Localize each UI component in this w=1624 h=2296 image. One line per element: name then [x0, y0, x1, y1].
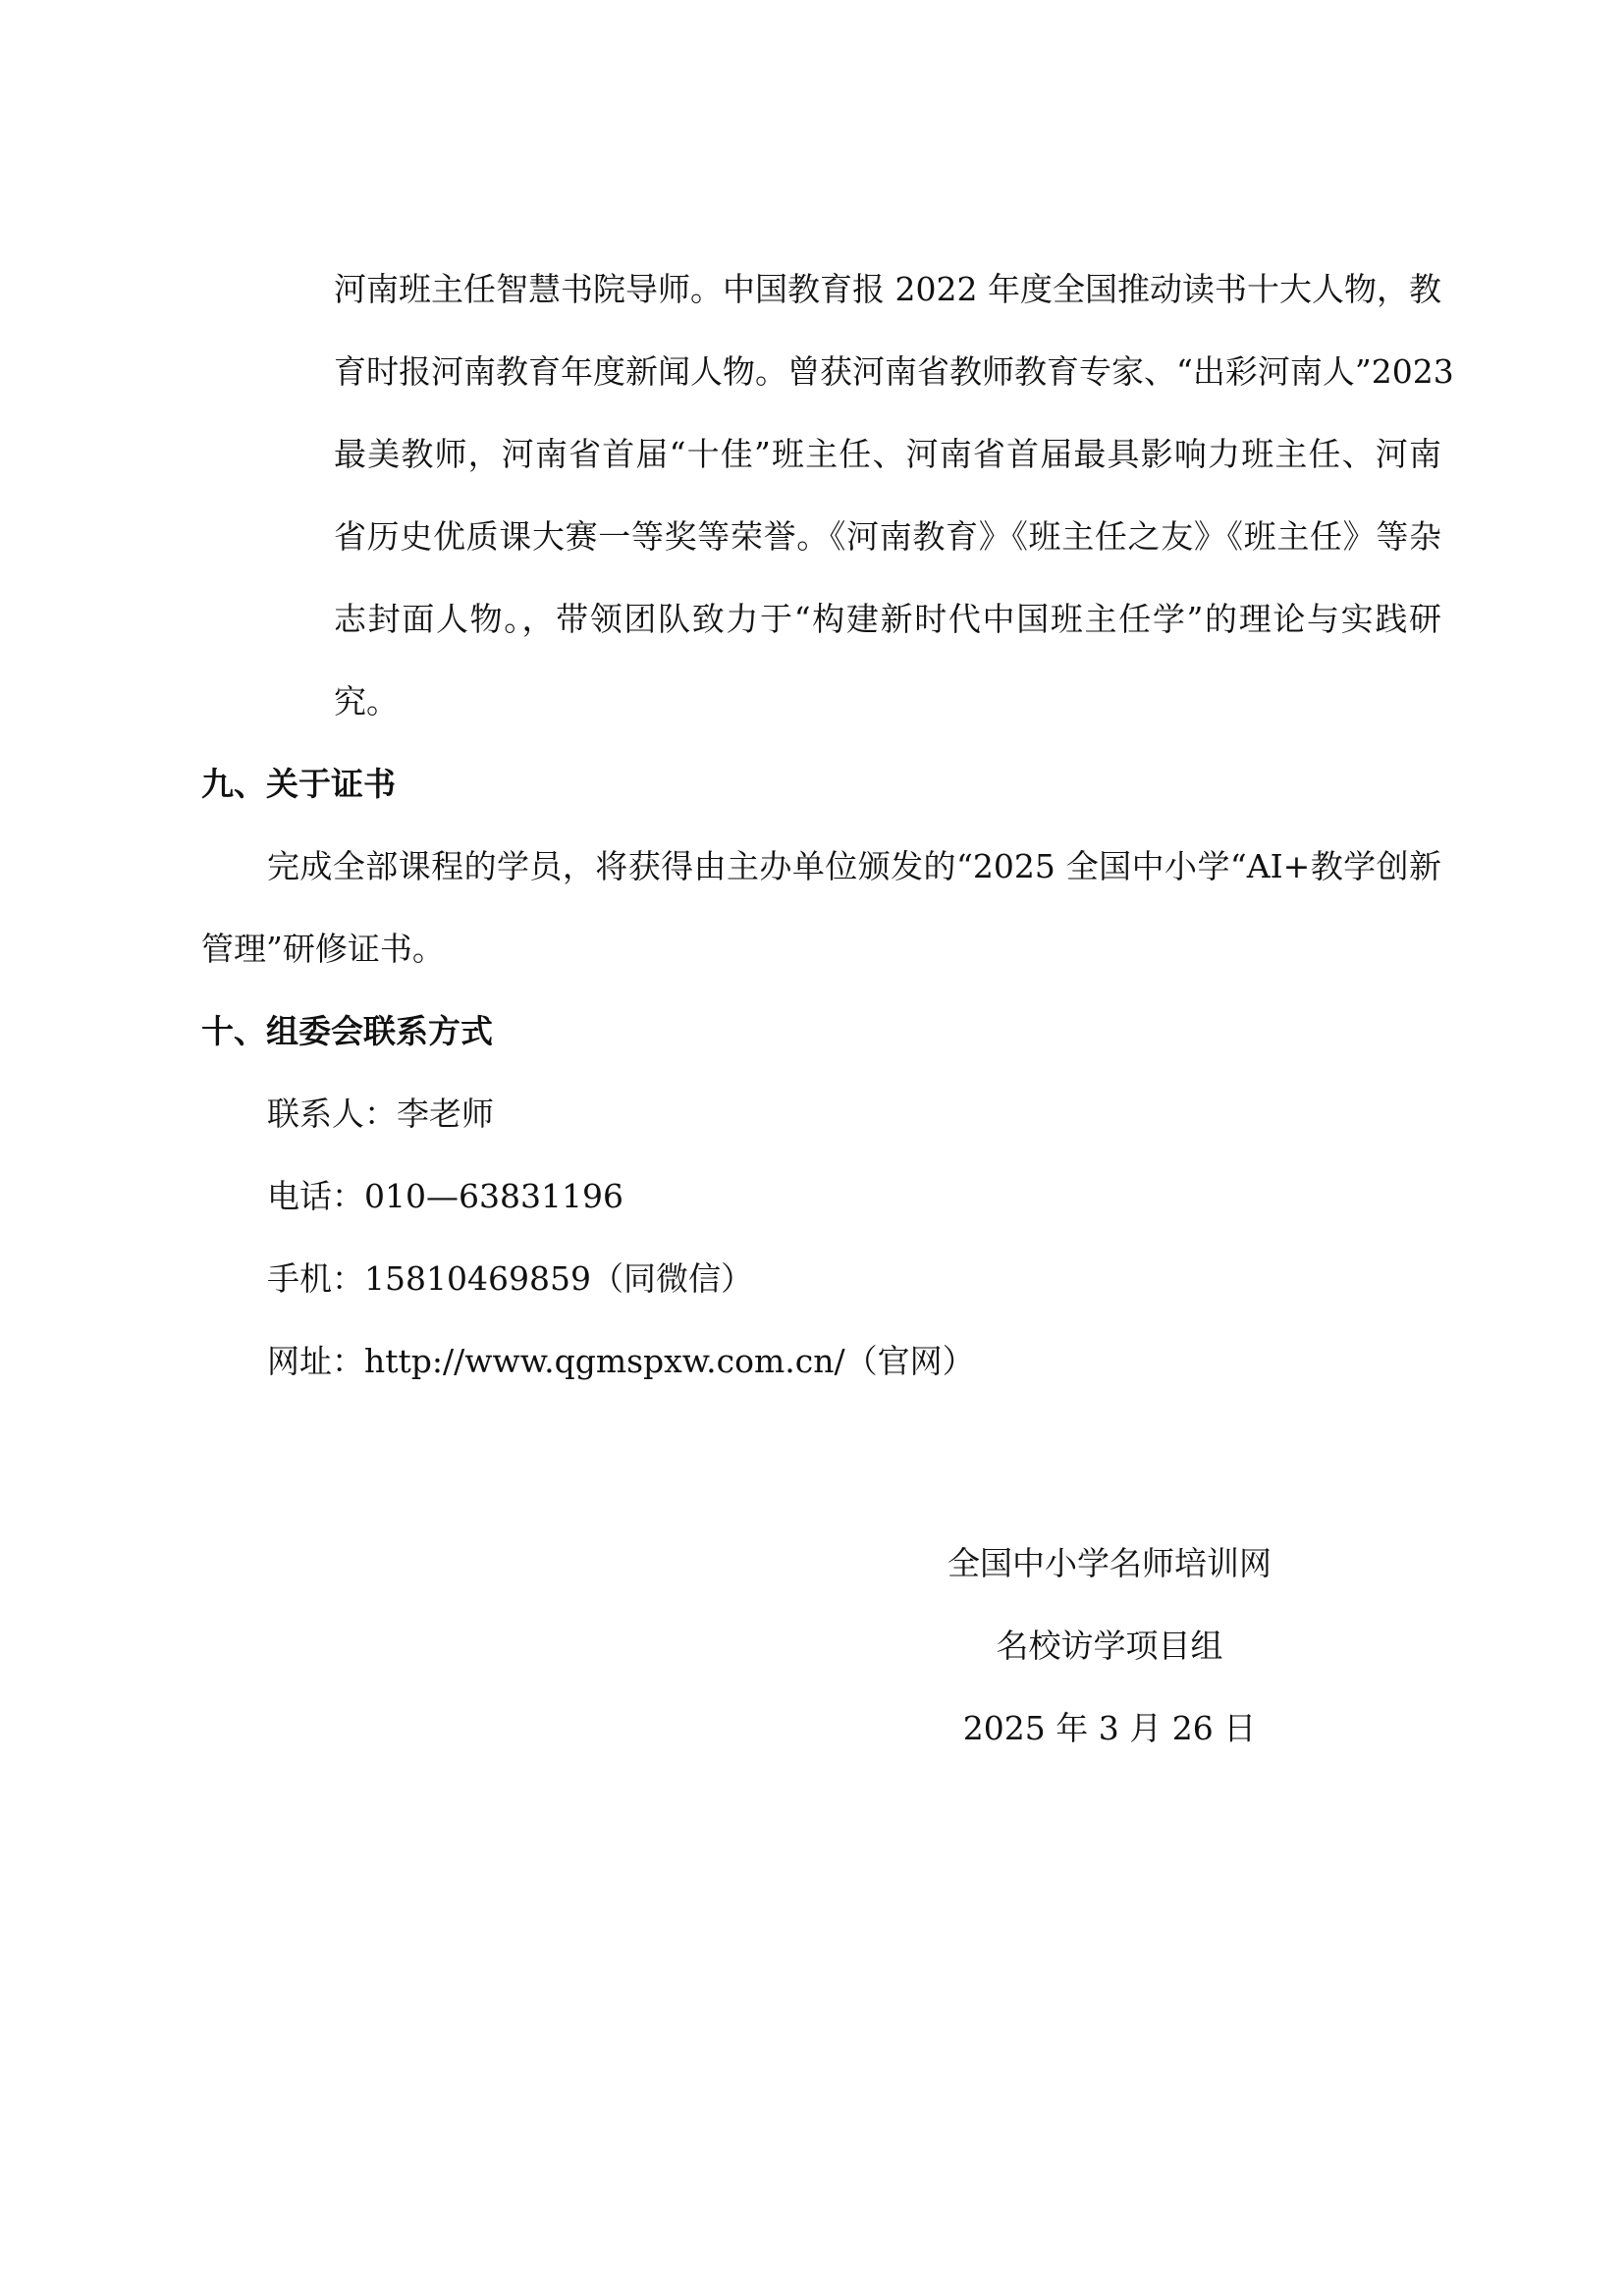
- certificate-heading: 九、关于证书: [201, 765, 396, 803]
- bio-line-5: 志封面人物。，带领团队致力于“构建新时代中国班主任学”的理论与实践研: [334, 600, 1441, 638]
- bio-line-3: 最美教师，河南省首届“十佳”班主任、河南省首届最具影响力班主任、河南: [334, 435, 1441, 473]
- signature-group: 名校访学项目组: [996, 1627, 1223, 1665]
- bio-line-2: 育时报河南教育年度新闻人物。曾获河南省教师教育专家、“出彩河南人”2023: [334, 352, 1454, 391]
- signature-org: 全国中小学名师培训网: [947, 1544, 1272, 1582]
- contact-phone: 电话：010—63831196: [267, 1177, 623, 1215]
- certificate-line-2: 管理”研修证书。: [201, 930, 445, 968]
- certificate-line-1: 完成全部课程的学员，将获得由主办单位颁发的“2025 全国中小学“AI+教学创新: [267, 847, 1441, 885]
- bio-line-6: 究。: [334, 682, 399, 721]
- contact-person: 联系人：李老师: [267, 1095, 494, 1133]
- contact-website: 网址：http://www.qgmspxw.com.cn/（官网）: [267, 1342, 975, 1380]
- bio-line-4: 省历史优质课大赛一等奖等荣誉。《河南教育》《班主任之友》《班主任》等杂: [334, 517, 1441, 556]
- bio-line-1: 河南班主任智慧书院导师。中国教育报 2022 年度全国推动读书十大人物，教: [334, 270, 1441, 308]
- contact-heading: 十、组委会联系方式: [201, 1012, 493, 1050]
- signature-date: 2025 年 3 月 26 日: [962, 1709, 1257, 1747]
- contact-mobile: 手机：15810469859（同微信）: [267, 1259, 753, 1298]
